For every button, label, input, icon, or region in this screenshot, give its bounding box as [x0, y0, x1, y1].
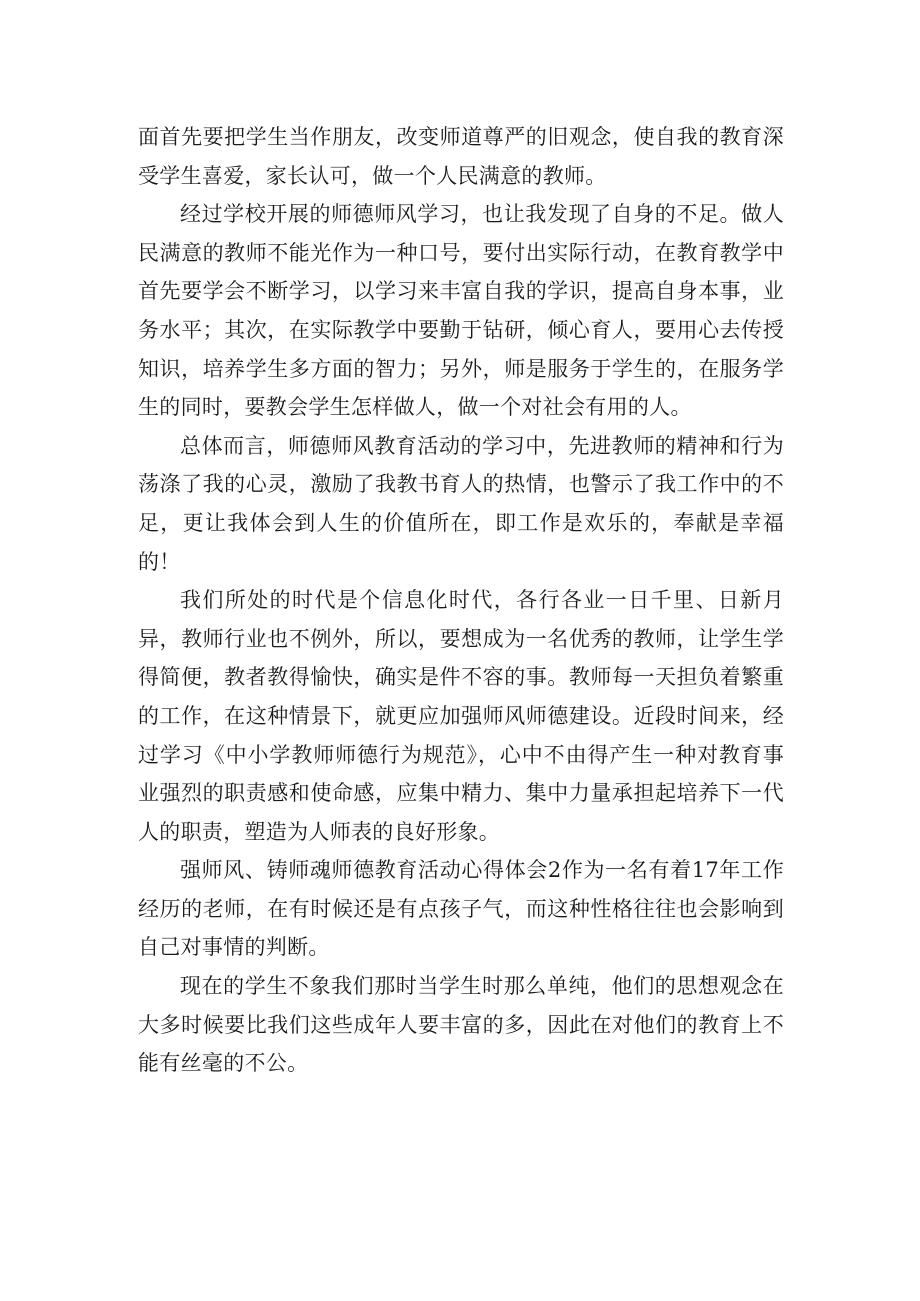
- paragraph-5: 强师风、铸师魂师德教育活动心得体会2作为一名有着17年工作经历的老师，在有时候还是有点孩子气，而这种性格往往也会影响到自己对事情的判断。: [138, 858, 784, 960]
- paragraph-3: 总体而言，师德师风教育活动的学习中，先进教师的精神和行为荡涤了我的心灵，激励了我教书育人的热情，也警示了我工作中的不足，更让我体会到人生的价值所在，即工作是欢乐的，奉献是幸福的！: [138, 433, 784, 574]
- paragraph-4: 我们所处的时代是个信息化时代，各行各业一日千里、日新月异，教师行业也不例外，所以，要想成为一名优秀的教师，让学生学得简便，教者教得愉快，确实是件不容的事。教师每一天担负着繁重的工作，在这种情景下，就更应加强师风师德建设。近段时间来，经过学习《中小学教师师德行为规范》，心中不由得产生一种对教育事业强烈的职责感和使命感，应集中精力、集中力量承担起培养下一代人的职责，塑造为人师表的良好形象。: [138, 588, 784, 844]
- paragraph-1: 面首先要把学生当作朋友，改变师道尊严的旧观念，使自我的教育深受学生喜爱，家长认可，做一个人民满意的教师。: [138, 125, 784, 188]
- paragraph-2: 经过学校开展的师德师风学习，也让我发现了自身的不足。做人民满意的教师不能光作为一种口号，要付出实际行动，在教育教学中首先要学会不断学习，以学习来丰富自我的学识，提高自身本事，业务水平；其次，在实际教学中要勤于钻研，倾心育人，要用心去传授知识，培养学生多方面的智力；另外，师是服务于学生的，在服务学生的同时，要教会学生怎样做人，做一个对社会有用的人。: [138, 202, 784, 420]
- paragraph-6: 现在的学生不象我们那时当学生时那么单纯，他们的思想观念在大多时候要比我们这些成年人要丰富的多，因此在对他们的教育上不能有丝毫的不公。: [138, 974, 784, 1076]
- document-page: [138, 118, 784, 1083]
